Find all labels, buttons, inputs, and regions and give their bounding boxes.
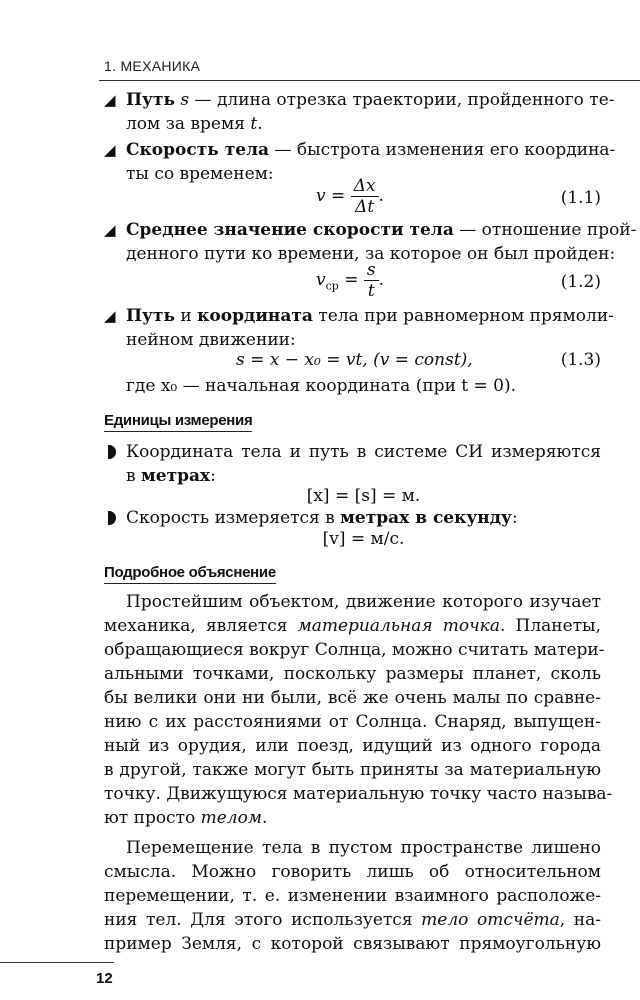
paragraph-line: обращающиеся вокруг Солнца, можно считать матери-: [104, 640, 605, 660]
paragraph-line: бы велики они ни были, всё же очень малы по сравне-: [104, 688, 601, 708]
paragraph-line: альными точками, поскольку размеры планет, сколь: [104, 664, 601, 684]
half-circle-bullet-icon: [108, 445, 116, 459]
equation-1-1: v = $\frac{\Delta x}{\Delta t}$ .: [316, 176, 384, 217]
paragraph-line: нию с их расстояниями от Солнца. Снаряд, выпущен-: [104, 712, 601, 732]
equation-number: (1.2): [560, 272, 601, 292]
def-coord-line2: нейном движении:: [126, 330, 296, 350]
section-heading-units: Единицы измерения: [104, 412, 252, 432]
paragraph-line: ют просто телом.: [104, 808, 268, 828]
units-equation-2: [v] = м/с.: [322, 529, 405, 549]
def-speed-line1: Скорость тела — быстрота изменения его координа-: [126, 140, 616, 160]
def-coord-line1: Путь и координата тела при равномерном прямоли-: [126, 306, 614, 326]
equation-number: (1.1): [560, 188, 601, 208]
paragraph-line: ный из орудия, или поезд, идущий из одного города: [104, 736, 601, 756]
units-item1-line1: Координата тела и путь в системе СИ измеряются: [126, 442, 601, 462]
equation-number: (1.3): [560, 350, 601, 370]
footer-rule: [0, 962, 114, 963]
def-speed-line2: ты со временем:: [126, 164, 274, 184]
paragraph-line: смысла. Можно говорить лишь об относительном: [104, 862, 601, 882]
paragraph-line: точку. Движущуюся материальную точку часто называ-: [104, 784, 613, 804]
paragraph-line: Простейшим объектом, движение которого изучает: [126, 592, 601, 612]
units-item2: Скорость измеряется в метрах в секунду:: [126, 508, 518, 528]
triangle-bullet-icon: ◢: [104, 307, 116, 325]
def-path-line2: лом за время t.: [126, 114, 263, 134]
paragraph-line: ния тел. Для этого используется тело отсчёта, на-: [104, 910, 601, 930]
paragraph-line: Перемещение тела в пустом пространстве лишено: [126, 838, 601, 858]
paragraph-line: перемещении, т. е. изменении взаимного расположе-: [104, 886, 601, 906]
paragraph-line: механика, является материальная точка. Планеты,: [104, 616, 601, 636]
units-equation-1: [x] = [s] = м.: [306, 486, 421, 506]
units-item1-line2: в метрах:: [126, 466, 216, 486]
section-heading-explanation: Подробное объяснение: [104, 564, 276, 584]
chapter-title: 1. МЕХАНИКА: [104, 58, 201, 74]
def-coord-note: где x₀ — начальная координата (при t = 0).: [126, 376, 517, 396]
page-number: 12: [96, 970, 113, 987]
paragraph-line: в другой, также могут быть приняты за материальную: [104, 760, 601, 780]
def-avg-line2: денного пути ко времени, за которое он был пройден:: [126, 244, 616, 264]
def-path-line1: Путь s — длина отрезка траектории, пройденного те-: [126, 90, 615, 110]
def-avg-line1: Среднее значение скорости тела — отношение прой-: [126, 220, 637, 240]
paragraph-line: пример Земля, с которой связывают прямоугольную: [104, 934, 601, 954]
header-rule: [99, 80, 640, 81]
equation-1-3: s = x − x₀ = vt, (v = const),: [236, 350, 473, 370]
triangle-bullet-icon: ◢: [104, 91, 116, 109]
half-circle-bullet-icon: [108, 511, 116, 525]
equation-1-2: $v_{ср}$ = $\frac{s}{t}$ .: [316, 260, 385, 301]
triangle-bullet-icon: ◢: [104, 141, 116, 159]
triangle-bullet-icon: ◢: [104, 221, 116, 239]
